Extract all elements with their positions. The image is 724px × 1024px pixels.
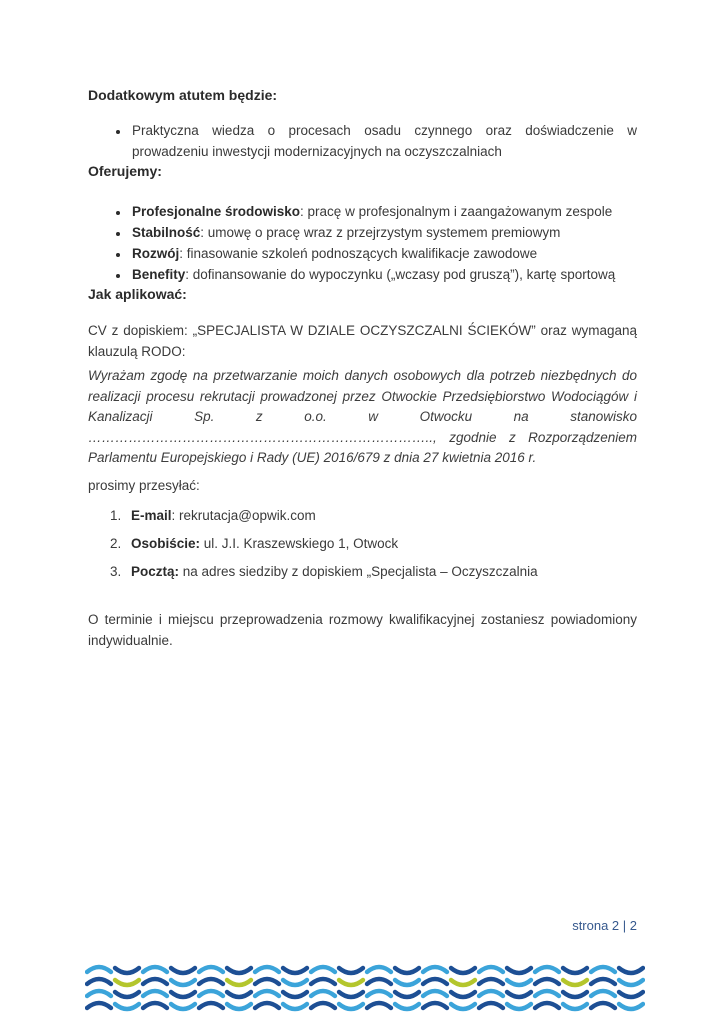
offer-list (88, 201, 637, 285)
wave-decoration (85, 959, 645, 1017)
list-item (130, 222, 637, 243)
list-item (130, 243, 637, 264)
bullet-label: Profesjonalne środowisko (132, 204, 301, 219)
bullet-text: : finasowanie szkoleń podnoszących kwalifikacje zawodowe (179, 246, 538, 261)
page-number-label: strona 2 | 2 (572, 918, 637, 933)
bullet-label: Benefity (132, 267, 186, 282)
list-item (110, 561, 637, 582)
list-item (130, 264, 637, 285)
list-item (110, 505, 637, 526)
list-item (130, 201, 637, 222)
item-number: 1. (110, 507, 122, 523)
item-text (131, 561, 538, 582)
list-item (110, 533, 637, 554)
item-number: 2. (110, 535, 122, 551)
application-channels-list (110, 505, 637, 582)
item-label: E-mail (131, 507, 172, 523)
postal-text: na adres siedziby z dopiskiem „Specjalista – Oczyszczalnia (179, 563, 538, 579)
closing-paragraph: O terminie i miejscu przeprowadzenia rozmowy kwalifikacyjnej zostaniesz powiadomiony indywidualnie. (88, 611, 637, 648)
bullet-label: Stabilność (132, 225, 201, 240)
section-heading-how-to-apply: Jak aplikować: (88, 286, 187, 302)
item-label: Osobiście: (131, 535, 201, 551)
item-text (131, 505, 316, 526)
email-address: : rekrutacja@opwik.com (171, 507, 316, 523)
send-instruction-label: prosimy przesyłać: (88, 477, 200, 493)
item-text (131, 533, 398, 554)
address-text: ul. J.I. Kraszewskiego 1, Otwock (200, 535, 399, 551)
bullet-text: : pracę w profesjonalnym i zaangażowanym zespole (300, 204, 613, 219)
bullet-label: Rozwój (132, 246, 180, 261)
section-heading-offer: Oferujemy: (88, 163, 162, 179)
bullet-text: Praktyczna wiedza o procesach osadu czynnego oraz doświadczenie w prowadzeniu inwestycji modernizacyjnych na oczyszczalniach (132, 123, 637, 159)
rodo-clause-paragraph: Wyrażam zgodę na przetwarzanie moich danych osobowych dla potrzeb niezbędnych do realizacji procesu rekrutacji prowadzonej przez Otwockie Przedsiębiorstwo Wodociągów i Kanalizacji Sp. z o.o. w Otwocku na stanowisko ………………………………………………………………….., zgodnie z Rozporządzeniem Parlamentu Europejskiego i Rady (UE) 2016/679 z dnia 27 kwietnia 2016 r. (88, 368, 637, 465)
bullet-text: : umowę o pracę wraz z przejrzystym systemem premiowym (200, 225, 561, 240)
item-label: Pocztą: (131, 563, 180, 579)
cv-note-paragraph: CV z dopiskiem: „SPECJALISTA W DZIALE OCZYSZCZALNI ŚCIEKÓW” oraz wymaganą klauzulą RODO: (88, 323, 637, 359)
additional-asset-list (88, 120, 637, 162)
section-heading-additional-asset: Dodatkowym atutem będzie: (88, 87, 278, 103)
list-item (130, 120, 637, 162)
item-number: 3. (110, 563, 122, 579)
bullet-text: : dofinansowanie do wypoczynku („wczasy pod gruszą”), kartę sportową (185, 267, 616, 282)
